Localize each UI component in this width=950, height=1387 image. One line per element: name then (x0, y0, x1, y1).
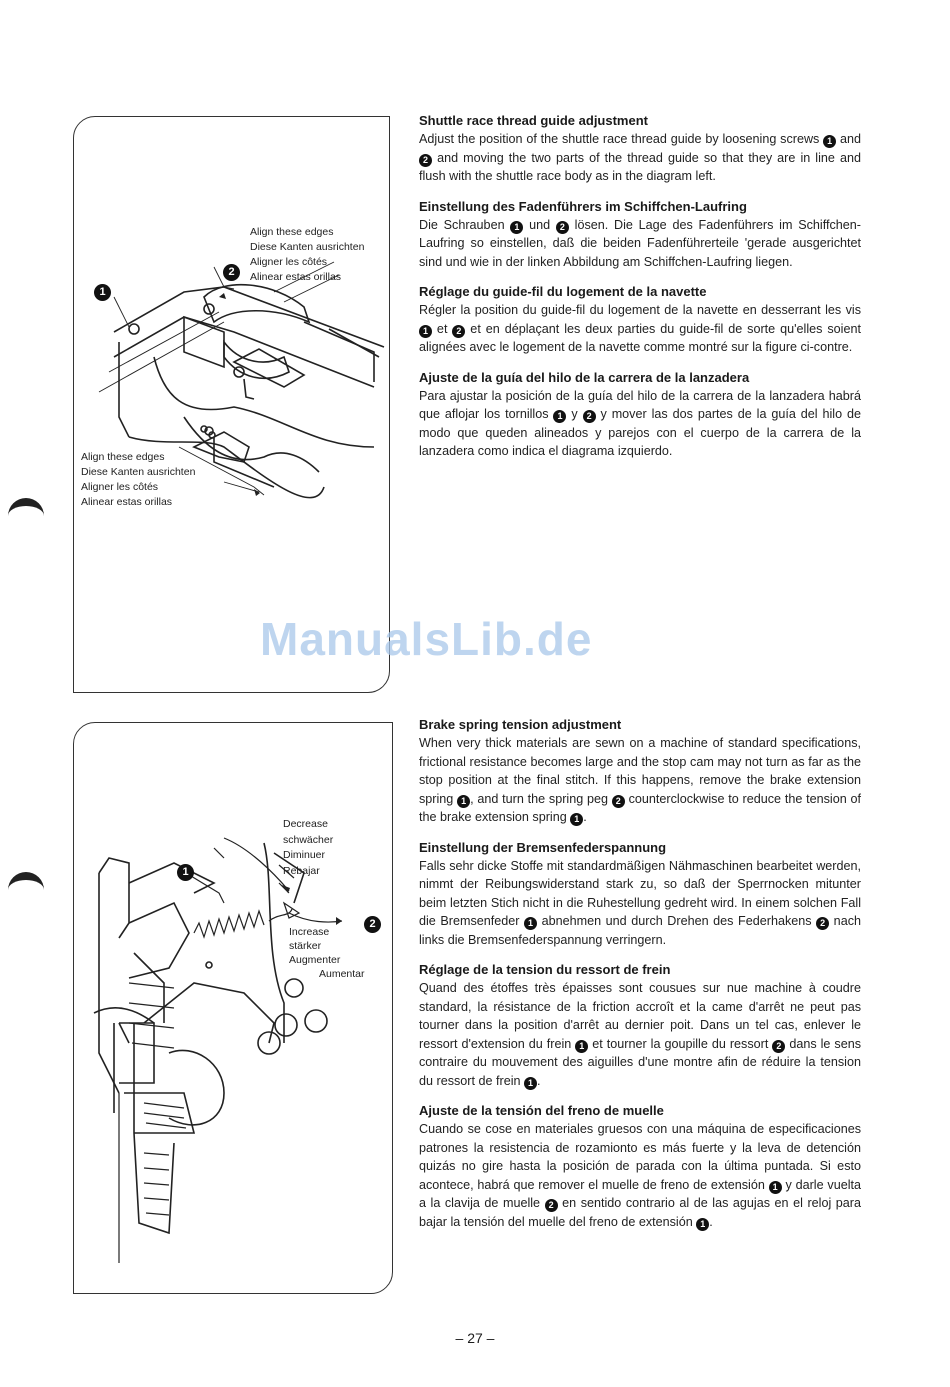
heading-es: Ajuste de la guía del hilo de la carrera de la lanzadera (419, 369, 750, 385)
marker-2: 2 (419, 154, 432, 167)
label-line: Decrease (283, 818, 328, 830)
text: Quand des étoffes très épaisses sont cousues sur nue machine à coudre standard, la résistance de la friction accroît et la came d'arrêt ne peut pas tourner dans la position d'arrêt au dernier poit. Dans un tel cas, enlever le ressort d'extension du frein (419, 981, 861, 1051)
paragraph-de (419, 857, 861, 950)
heading-en: Shuttle race thread guide adjustment (419, 113, 648, 128)
label-line: Alinear estas orillas (81, 496, 173, 508)
heading-es: Ajuste de la tensión del freno de muelle (419, 1103, 664, 1118)
marker-2: 2 (545, 1199, 558, 1212)
label-line: Augmenter (289, 954, 341, 966)
label-align-edges-top (250, 225, 364, 285)
label-line: Aumentar (319, 968, 365, 980)
label-line: Diminuer (283, 849, 326, 861)
heading-fr: Réglage du guide-fil du logement de la navette (419, 284, 707, 299)
text: Adjust the position of the shuttle race thread guide by loosening screws (419, 132, 824, 146)
callout-1: 1 (177, 864, 194, 881)
text: Régler la position du guide-fil du logement de la navette en desserrant les vis (419, 303, 861, 317)
label-decrease (283, 817, 333, 879)
label-align-edges-bottom (81, 450, 195, 510)
text: , and turn the spring peg (470, 791, 612, 806)
figure-brake-spring (73, 722, 393, 1294)
label-line: stärker (289, 940, 322, 952)
marker-1: 1 (696, 1218, 709, 1231)
text: et (432, 321, 453, 336)
callout-1: 1 (94, 284, 111, 301)
label-line: Increase (289, 926, 330, 938)
text: Die Schrauben (419, 217, 511, 232)
section-shuttle-race (419, 112, 861, 473)
marker-2: 2 (583, 410, 596, 423)
marker-2: 2 (556, 221, 569, 234)
marker-1: 1 (510, 221, 523, 234)
shuttle-race-drawing (74, 117, 389, 692)
label-line: Aligner les côtés (250, 256, 328, 268)
paragraph-en (419, 130, 861, 186)
text: y mover las dos partes de la guía del hilo de modo que queden alineados y parejos con el cuerpo de la carrera de la lanzadera como indica el diagrama izquierdo. (419, 407, 862, 458)
paragraph-de (419, 216, 861, 272)
paragraph-fr (419, 301, 861, 357)
text: Para ajustar la posición de la guía del hilo de la carrera de la lanzadera habrá que aflojar los tornillos (419, 388, 861, 421)
page-number: – 27 – (455, 1330, 495, 1346)
marker-2: 2 (612, 795, 625, 808)
marker-1: 1 (524, 1077, 537, 1090)
text: nach links die Bremsenfederspannung verringern. (419, 914, 861, 947)
binding-mark-top (8, 498, 44, 528)
callout-2: 2 (223, 264, 240, 281)
paragraph-es (419, 1120, 861, 1231)
label-line: schwächer (283, 833, 334, 846)
text: et tourner la goupille du ressort (588, 1036, 773, 1051)
text: und (523, 217, 556, 232)
text: . (709, 1214, 713, 1229)
text: . (537, 1073, 541, 1088)
text: and (836, 132, 861, 146)
heading-de: Einstellung der Bremsenfederspannung (419, 839, 667, 855)
text: en sentido contrario al de las agujas en el reloj para bajar la tensión del muelle del freno de extensión (419, 1196, 861, 1229)
heading-de: Einstellung des Fadenführers im Schiffchen-Laufring (419, 198, 747, 214)
label-line: Align these edges (81, 451, 165, 463)
label-line: Align these edges (250, 226, 334, 238)
paragraph-en (419, 734, 861, 827)
watermark: ManualsLib.de (260, 613, 593, 665)
label-line: Alinear estas orillas (250, 271, 342, 283)
marker-1: 1 (769, 1181, 782, 1194)
callout-2: 2 (364, 916, 381, 933)
marker-1: 1 (570, 813, 583, 826)
binding-mark-bottom (8, 872, 44, 902)
label-increase (289, 925, 365, 981)
text: abnehmen und durch Drehen des Federhakens (537, 914, 817, 928)
text: . (583, 810, 587, 824)
text: When very thick materials are sewn on a machine of standard specifications, frictional resistance becomes large and the stop cam may not turn as far as the stop position at the final stitch. If this happens, remove the brake extension spring (419, 736, 861, 806)
marker-2: 2 (452, 325, 465, 338)
section-brake-spring (419, 716, 861, 1243)
text: y (566, 407, 583, 421)
text: Falls sehr dicke Stoffe mit standardmäßigen Nähmaschinen bearbeitet werden, nimmt der Reibungswiderstand stark zu, so daß der Sperrnocken mitunter beim letzten Stich nicht in die Ruhestellung gedreht wird. In einem solchen Fall die Bremsenfeder (419, 858, 861, 928)
marker-1: 1 (419, 325, 432, 338)
figure-shuttle-race (73, 116, 390, 693)
text: counterclockwise to reduce the tension of the brake extension spring (419, 791, 862, 824)
text: Cuando se cose en materiales gruesos con una máquina de especificaciones patrones la resistencia de rozamionto es más fuerte y la leva de detención quizás no gire hasta la posición de parada con la última puntada. Si esto acontece, habrá que remover el muelle de freno de extensión (419, 1122, 861, 1192)
text: et en déplaçant les deux parties du guide-fil de sorte qu'elles soient alignées avec le logement de la navette comme montré sur la figure ci-contre. (419, 321, 861, 354)
brake-spring-drawing (74, 723, 392, 1293)
marker-2: 2 (772, 1040, 785, 1053)
heading-fr: Réglage de la tension du ressort de frein (419, 962, 671, 977)
marker-1: 1 (553, 410, 566, 423)
text: dans le sens contraire du mouvement des aiguilles d'une montre afin de réduire la tension du ressort de frein (419, 1036, 862, 1088)
label-line: Diese Kanten ausrichten (250, 241, 365, 253)
label-line: Rebajar (283, 864, 320, 877)
marker-1: 1 (457, 795, 470, 808)
label-line: Aligner les côtés (81, 481, 159, 493)
marker-2: 2 (816, 917, 829, 930)
text: lösen. Die Lage des Fadenführers im Schiffchen-Laufring so einstellen, daß die beiden Fadenführerteile 'gerade ausgerichtet sind und wie in der linken Abbildung am Schiffchen-Laufring liegen. (419, 217, 862, 269)
label-line: Diese Kanten ausrichten (81, 466, 196, 478)
text: and moving the two parts of the thread guide so that they are in line and flush with the shuttle race body as in the diagram left. (419, 150, 861, 183)
heading-en: Brake spring tension adjustment (419, 717, 622, 732)
marker-1: 1 (524, 917, 537, 930)
marker-1: 1 (575, 1040, 588, 1053)
paragraph-es (419, 387, 861, 461)
paragraph-fr (419, 979, 861, 1090)
marker-1: 1 (823, 135, 836, 148)
text: y darle vuelta a la clavija de muelle (419, 1177, 862, 1210)
